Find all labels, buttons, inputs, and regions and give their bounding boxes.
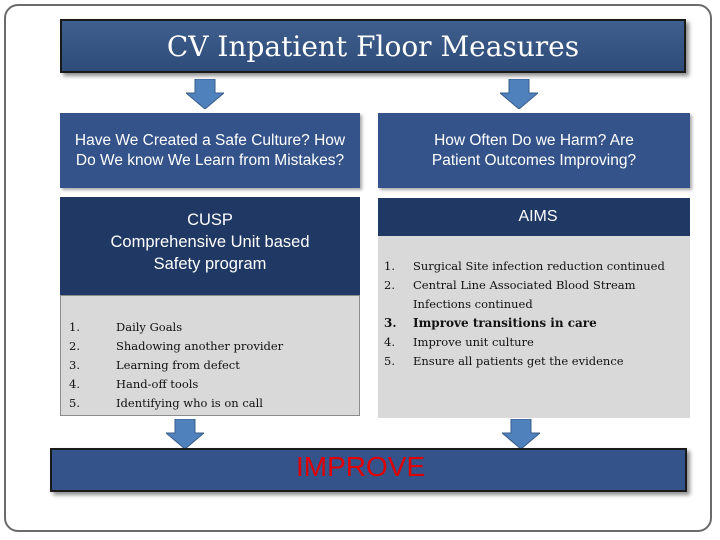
left-question-text: Have We Created a Safe Culture? How Do We know We Learn from Mistakes?: [74, 131, 346, 169]
list-item-text: Learning from defect: [116, 358, 240, 372]
arrow-down-icon: [166, 419, 204, 449]
list-item: [378, 352, 690, 371]
cusp-heading-line: Safety program: [153, 255, 267, 273]
list-item-text: Daily Goals: [116, 320, 183, 334]
list-number: 4.: [69, 377, 80, 391]
list-number: 1.: [384, 259, 395, 273]
list-item: [61, 394, 359, 413]
aims-list-panel: [378, 236, 690, 418]
list-number: 4.: [384, 335, 395, 349]
list-number: 5.: [69, 396, 80, 410]
list-item: [378, 314, 690, 333]
arrow-down-icon: [502, 419, 540, 449]
cusp-heading-line: CUSP: [187, 211, 233, 229]
list-item: [61, 356, 359, 375]
right-question-box: [378, 113, 690, 188]
right-question-text: How Often Do we Harm? Are Patient Outcomes Improving?: [431, 131, 637, 169]
list-item-text: Improve transitions in care: [413, 316, 597, 330]
list-number: 5.: [384, 354, 395, 368]
list-item-text: Surgical Site infection reduction continued: [413, 259, 665, 273]
list-item-text: Improve unit culture: [413, 335, 534, 349]
list-item: [378, 257, 690, 276]
left-question-box: [60, 113, 360, 188]
list-item: [61, 375, 359, 394]
list-item: [61, 318, 359, 337]
list-number: 2.: [384, 278, 395, 292]
list-item-text: Identifying who is on call: [116, 396, 263, 410]
list-item-text: Shadowing another provider: [116, 339, 284, 353]
cusp-heading: [60, 197, 360, 295]
list-number: 1.: [69, 320, 80, 334]
page-title: CV Inpatient Floor Measures: [60, 19, 686, 73]
list-number: 3.: [384, 316, 397, 330]
list-item-text: Ensure all patients get the evidence: [413, 354, 624, 368]
list-item: [378, 333, 690, 352]
arrow-down-icon: [186, 79, 224, 109]
arrow-down-icon: [500, 79, 538, 109]
list-item: [61, 337, 359, 356]
cusp-list: [61, 318, 359, 413]
list-item: [378, 276, 690, 314]
aims-heading: AIMS: [378, 198, 690, 236]
list-number: 2.: [69, 339, 80, 353]
cusp-heading-line: Comprehensive Unit based: [110, 233, 310, 251]
aims-list: [378, 257, 690, 371]
improve-label: IMPROVE: [296, 451, 426, 482]
list-number: 3.: [69, 358, 80, 372]
cusp-list-panel: [60, 295, 360, 416]
list-item-text: Hand-off tools: [116, 377, 199, 391]
list-item-text: Central Line Associated Blood Stream Infections continued: [413, 278, 636, 311]
